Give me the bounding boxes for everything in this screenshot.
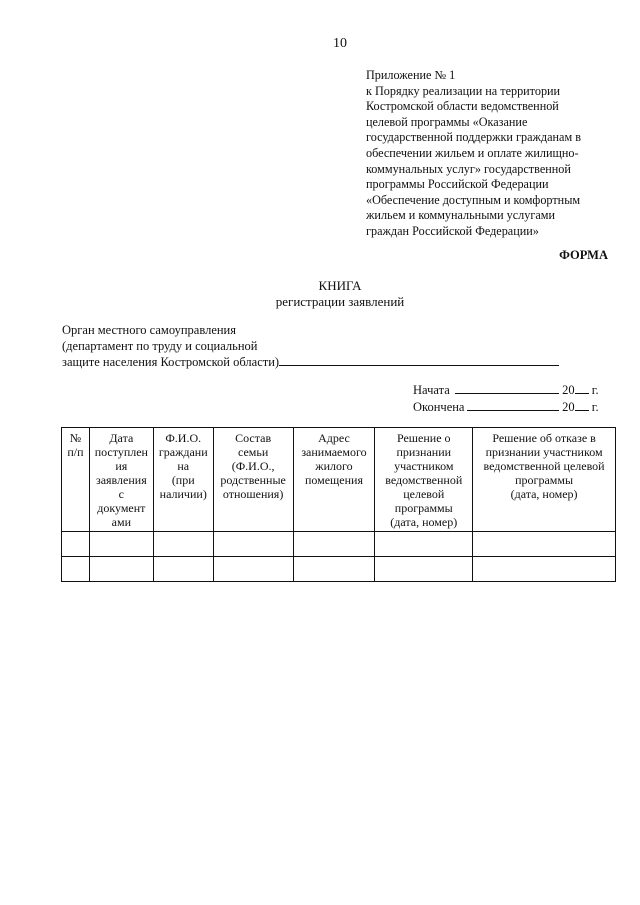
table-cell[interactable]	[153, 557, 213, 582]
appendix-line: к Порядку реализации на территории	[366, 83, 561, 98]
authority-line-1: Орган местного самоуправления	[62, 323, 236, 337]
start-year-prefix: 20	[562, 383, 575, 397]
table-cell[interactable]	[375, 557, 473, 582]
appendix-line: Костромской области ведомственной	[366, 99, 559, 114]
appendix-line: граждан Российской Федерации»	[366, 223, 539, 238]
appendix-note	[366, 68, 616, 240]
book-heading	[0, 278, 640, 310]
end-date-label: Окончена	[413, 399, 465, 414]
appendix-line: Приложение № 1	[366, 68, 456, 82]
table-row	[62, 557, 616, 582]
authority-line-3: защите населения Костромской области)	[62, 355, 280, 369]
start-year-fill[interactable]	[575, 382, 589, 394]
table-cell[interactable]	[375, 532, 473, 557]
end-year-suffix: г.	[591, 399, 599, 414]
header-refusal-decision: Решение об отказе в признании участником ведомственной целевой программы (дата, номер)	[473, 428, 616, 532]
appendix-line: целевой программы «Оказание	[366, 114, 528, 129]
table-cell[interactable]	[473, 557, 616, 582]
table-cell[interactable]	[213, 532, 293, 557]
header-application-date: Дата поступлен ия заявления с документ ами	[89, 428, 153, 532]
start-year-suffix: г.	[591, 383, 599, 397]
table-cell[interactable]	[293, 532, 375, 557]
appendix-line: коммунальных услуг» государственной	[366, 161, 571, 176]
end-date-row	[413, 399, 599, 416]
end-year-fill[interactable]	[575, 399, 589, 411]
appendix-line: государственной поддержки гражданам в	[366, 130, 581, 145]
book-subtitle: регистрации заявлений	[275, 294, 405, 309]
header-citizen-name: Ф.И.О. граждани на (при наличии)	[153, 428, 213, 532]
header-family-composition: Состав семьи (Ф.И.О., родственные отношения)	[213, 428, 293, 532]
table-cell[interactable]	[213, 557, 293, 582]
form-label: ФОРМА	[559, 248, 608, 262]
table-cell[interactable]	[89, 557, 153, 582]
header-approval-decision: Решение о признании участником ведомственной целевой программы (дата, номер)	[375, 428, 473, 532]
start-date-row	[413, 382, 599, 399]
page-number: 10	[333, 36, 347, 51]
registration-table	[61, 427, 616, 582]
table-cell[interactable]	[62, 532, 90, 557]
appendix-line: жильем и коммунальными услугами	[366, 208, 555, 223]
dates-block	[413, 382, 599, 415]
appendix-line: программы Российской Федерации	[366, 177, 549, 192]
table-cell[interactable]	[89, 532, 153, 557]
start-date-fill[interactable]	[455, 382, 559, 394]
table-cell[interactable]	[62, 557, 90, 582]
appendix-line: «Обеспечение доступным и комфортным	[366, 192, 581, 207]
header-number: № п/п	[62, 428, 90, 532]
table-header-row	[62, 428, 616, 532]
table-cell[interactable]	[153, 532, 213, 557]
start-date-label: Начата	[413, 383, 450, 397]
authority-line-2: (департамент по труду и социальной	[62, 338, 258, 353]
table-cell[interactable]	[473, 532, 616, 557]
appendix-line: обеспечении жильем и оплате жилищно-	[366, 145, 579, 160]
book-title: КНИГА	[318, 278, 362, 293]
table-cell[interactable]	[293, 557, 375, 582]
header-address: Адрес занимаемого жилого помещения	[293, 428, 375, 532]
authority-block	[62, 323, 559, 371]
end-date-fill[interactable]	[467, 399, 559, 411]
end-year-prefix: 20	[562, 399, 575, 414]
authority-fill-line[interactable]	[279, 354, 559, 366]
table-row	[62, 532, 616, 557]
